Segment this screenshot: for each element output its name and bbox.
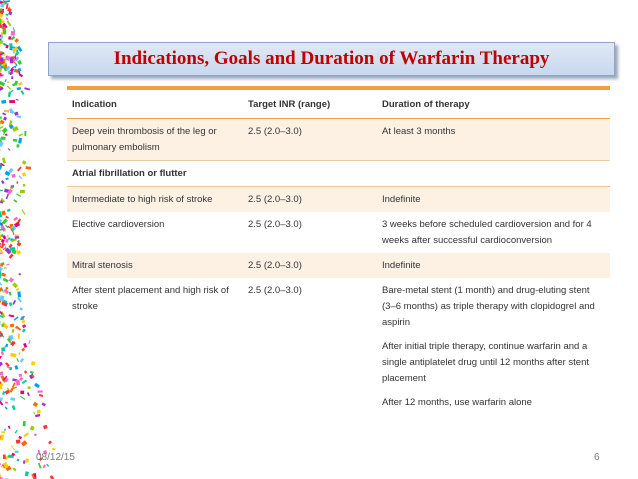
confetti-piece [35,414,40,417]
duration-text: At least 3 months [382,126,456,137]
confetti-piece [1,137,6,140]
cell-target-inr: 2.5 (2.0–3.0) [243,119,377,161]
confetti-piece [5,406,8,409]
confetti-piece [2,291,5,293]
confetti-piece [4,79,6,82]
cell-duration [377,119,610,161]
confetti-piece [8,426,11,429]
confetti-piece [13,139,18,142]
confetti-piece [0,277,1,280]
confetti-piece [1,348,5,352]
confetti-piece [0,463,1,466]
confetti-piece [22,172,26,177]
confetti-piece [3,30,6,35]
confetti-piece [1,180,5,184]
confetti-piece [0,219,2,222]
confetti-piece [7,235,9,238]
confetti-piece [13,61,17,66]
confetti-piece [14,365,18,370]
confetti-piece [18,138,22,144]
cell-target-inr: 2.5 (2.0–3.0) [243,187,377,213]
confetti-piece [7,20,12,26]
confetti-piece [22,380,27,384]
confetti-piece [21,348,25,352]
confetti-piece [22,328,26,332]
confetti-piece [5,13,8,16]
confetti-piece [8,148,11,151]
confetti-piece [22,320,25,323]
slide-title: Indications, Goals and Duration of Warfarin Therapy [113,48,550,69]
confetti-piece [9,314,15,317]
confetti-piece [12,405,16,410]
confetti-piece [17,60,22,65]
confetti-piece [1,211,6,216]
table-row [67,253,610,278]
confetti-piece [27,392,30,396]
confetti-piece [15,236,20,239]
confetti-piece [33,402,38,407]
confetti-piece [0,306,1,309]
confetti-piece [23,421,26,426]
confetti-piece [23,343,27,348]
confetti-piece [23,432,29,437]
slide-page-number: 6 [594,452,600,463]
confetti-piece [6,264,10,266]
confetti-piece [34,383,40,388]
confetti-piece [5,134,8,136]
confetti-piece [5,216,9,219]
confetti-piece [10,324,14,327]
cell-target-inr: 2.5 (2.0–3.0) [248,219,302,230]
confetti-piece [1,100,6,104]
header-target-inr: Target INR (range) [243,90,377,119]
confetti-piece [19,273,21,275]
confetti-piece [0,81,5,86]
confetti-piece [0,362,3,366]
confetti-piece [21,90,25,95]
confetti-piece [1,239,5,243]
confetti-piece [43,425,48,429]
confetti-piece [31,361,36,365]
duration-text: After 12 months, use warfarin alone [382,397,532,408]
confetti-piece [10,247,16,251]
table-row [67,212,610,253]
confetti-piece [16,193,21,197]
duration-text: Indefinite [382,260,421,271]
confetti-piece [20,391,24,395]
confetti-piece [9,277,14,282]
confetti-piece [8,11,12,15]
cell-indication: Deep vein thrombosis of the leg or pulmonary embolism [67,119,243,161]
confetti-piece [0,400,3,405]
section-label: Atrial fibrillation or flutter [67,161,610,187]
confetti-piece [16,115,21,118]
confetti-piece [3,455,6,460]
confetti-piece [33,412,35,415]
confetti-piece [7,86,11,90]
confetti-piece [9,367,12,370]
duration-text: 3 weeks before scheduled cardioversion and for 4 weeks after successful cardioconversion [382,219,592,246]
confetti-piece [13,199,17,202]
cell-indication: Intermediate to high risk of stroke [67,187,243,213]
confetti-piece [23,184,25,187]
confetti-piece [18,436,22,439]
confetti-piece [3,278,9,283]
confetti-piece [5,402,8,404]
confetti-piece [0,434,4,440]
confetti-piece [0,397,3,401]
cell-indication: After stent placement and high risk of stroke [72,285,229,312]
confetti-piece [3,248,6,251]
confetti-piece [21,440,27,446]
confetti-piece [16,358,19,362]
cell-duration [377,212,610,253]
confetti-piece [0,126,4,130]
confetti-piece [9,292,12,296]
confetti-piece [24,87,30,90]
confetti-piece [17,297,22,303]
confetti-piece [16,440,21,444]
confetti-piece [8,92,11,98]
confetti-piece [24,131,26,136]
confetti-piece [6,194,9,200]
confetti-piece [46,464,49,467]
cell-indication: Mitral stenosis [67,253,243,278]
table-header-row [67,90,610,119]
cell-indication: Elective cardioversion [72,219,165,230]
confetti-piece [25,471,29,476]
confetti-piece [48,441,52,445]
confetti-piece [18,352,20,355]
confetti-piece [10,353,16,358]
table-section-row [67,161,610,187]
confetti-piece [12,282,18,288]
confetti-piece [19,374,23,377]
confetti-piece [24,370,27,373]
confetti-piece [11,76,13,79]
confetti-piece [13,467,17,471]
confetti-piece [1,431,5,433]
confetti-piece [25,166,31,170]
table-row [67,187,610,213]
confetti-piece [4,267,7,268]
confetti-piece [14,112,19,116]
confetti-piece [0,282,2,285]
confetti-piece [20,358,24,363]
confetti-piece [37,410,41,414]
confetti-piece [18,175,22,179]
confetti-piece [17,87,22,90]
confetti-piece [11,174,15,178]
cell-duration [377,253,610,278]
confetti-piece [21,209,25,215]
slide-title-box [48,42,615,76]
confetti-piece [20,190,25,193]
confetti-piece [0,116,2,119]
confetti-piece [12,300,16,305]
confetti-piece [5,177,8,180]
confetti-piece [7,82,9,83]
confetti-piece [0,141,4,147]
confetti-piece [16,459,19,462]
cell-target-inr: 2.5 (2.0–3.0) [248,285,302,296]
confetti-piece [5,238,9,242]
table-row [67,278,610,415]
confetti-piece [0,57,4,61]
cell-duration [377,278,610,415]
duration-text: After initial triple therapy, continue warfarin and a single antiplatelet drug until 12 months after stent placement [382,341,590,384]
confetti-piece [10,397,15,401]
confetti-piece [11,56,15,58]
confetti-piece [16,380,20,386]
confetti-piece [15,55,16,59]
confetti-piece [34,433,37,436]
confetti-piece [15,430,18,434]
confetti-piece [52,448,56,450]
confetti-piece [9,43,12,47]
confetti-piece [19,133,23,136]
header-indication: Indication [67,90,243,119]
confetti-piece [0,174,1,177]
confetti-piece [17,166,22,171]
confetti-piece [8,36,11,40]
confetti-piece [2,112,6,115]
duration-text: Indefinite [382,194,421,205]
duration-text: Bare-metal stent (1 month) and drug-eluting stent (3–6 months) as triple therapy with clopidogrel and aspirin [382,285,595,328]
confetti-piece [37,390,42,392]
confetti-piece [2,218,8,224]
confetti-piece [0,271,1,277]
confetti-piece [16,144,19,148]
confetti-piece [11,329,14,333]
confetti-piece [0,129,1,132]
confetti-piece [3,117,7,121]
confetti-piece [5,0,10,2]
warfarin-table-container [67,86,610,415]
confetti-piece [0,235,1,240]
confetti-piece [14,69,16,72]
confetti-piece [9,100,15,103]
warfarin-table [67,90,610,415]
confetti-piece [42,403,46,407]
confetti-piece [1,273,6,277]
confetti-piece [6,17,9,20]
confetti-piece [38,463,42,469]
confetti-piece [9,254,14,259]
confetti-piece [20,396,25,400]
confetti-piece [13,217,18,222]
confetti-piece [0,4,4,8]
confetti-piece [4,428,6,431]
confetti-piece [28,340,30,344]
confetti-piece [50,475,55,479]
confetti-piece [1,244,3,246]
confetti-piece [17,291,21,297]
confetti-piece [0,0,2,1]
confetti-piece [19,377,23,381]
confetti-piece [30,426,35,431]
confetti-piece [16,288,19,291]
confetti-piece [11,445,15,450]
table-row [67,119,610,161]
confetti-piece [0,61,3,64]
confetti-piece [16,246,18,252]
confetti-piece [22,324,26,328]
confetti-piece [18,82,23,86]
confetti-piece [28,386,31,389]
confetti-piece [9,302,13,306]
confetti-piece [14,38,19,43]
confetti-piece [7,209,11,212]
confetti-piece [9,108,14,114]
confetti-piece [0,70,2,72]
confetti-piece [0,371,4,375]
confetti-piece [1,351,4,355]
confetti-piece [15,450,19,453]
confetti-piece [30,371,34,374]
confetti-piece [16,181,18,183]
confetti-piece [14,316,19,320]
confetti-piece [39,394,43,397]
cell-duration [377,187,610,213]
header-duration: Duration of therapy [377,90,610,119]
confetti-piece [25,458,29,463]
confetti-piece [5,344,8,348]
confetti-piece [0,263,3,267]
cell-target-inr: 2.5 (2.0–3.0) [243,253,377,278]
confetti-piece [16,99,19,101]
confetti-piece [11,31,16,36]
confetti-piece [2,127,8,133]
confetti-piece [2,157,6,163]
confetti-piece [42,464,45,468]
confetti-piece [22,160,27,165]
slide-date: 08/12/15 [36,452,75,463]
confetti-piece [0,189,1,191]
confetti-piece [10,68,14,73]
confetti-piece [19,307,22,310]
confetti-piece [18,333,20,339]
